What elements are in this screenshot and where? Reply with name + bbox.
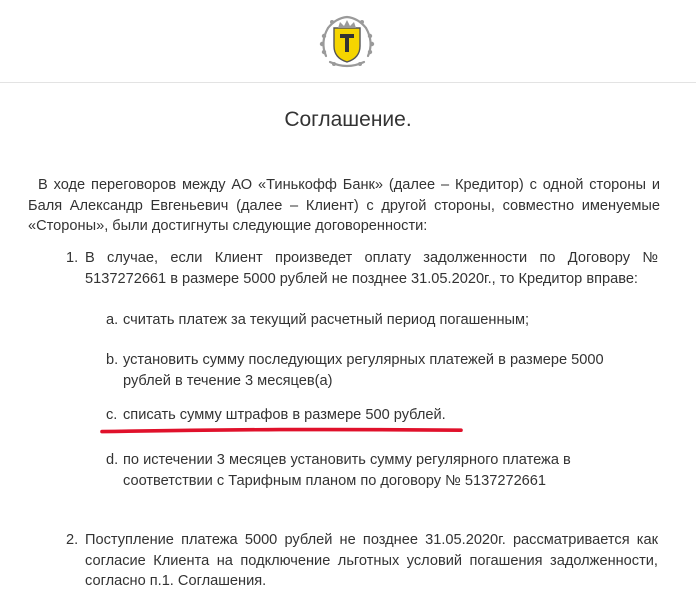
sub-list-item (106, 350, 646, 391)
list-item (66, 248, 658, 289)
sub-item-text: установить сумму последующих регулярных платежей в размере 5000 рублей в течение 3 месяцев(а) (123, 352, 604, 389)
sub-item-letter: c. (106, 407, 118, 423)
sub-list-item (106, 450, 646, 491)
sub-item-letter: b. (106, 352, 119, 368)
sub-list-item-highlighted (106, 405, 646, 426)
sub-item-letter: a. (106, 312, 119, 328)
sub-list-item (106, 310, 646, 331)
intro-paragraph: В ходе переговоров между АО «Тинькофф Банк» (далее – Кредитор) с одной стороны и Баля Александр Евгеньевич (далее – Клиент) с другой стороны, совместно именуемые «Стороны», были достигнуты следующие договоренности: (28, 177, 660, 234)
red-underline-stroke (100, 427, 464, 434)
list-item (66, 530, 658, 592)
item-text: В случае, если Клиент произведет оплату задолженности по Договору № 5137272661 в размере 5000 рублей не позднее 31.05.2020г., то Кредитор вправе: (85, 250, 658, 287)
item-number: 1. (66, 250, 79, 266)
sub-item-text: считать платеж за текущий расчетный период погашенным; (123, 312, 530, 328)
sub-item-text: по истечении 3 месяцев установить сумму регулярного платежа в соответствии с Тарифным планом по договору № 5137272661 (123, 452, 571, 489)
page-header (0, 0, 696, 83)
sub-item-letter: d. (106, 452, 119, 468)
tinkoff-shield-logo-icon (316, 12, 378, 72)
sub-item-text: списать сумму штрафов в размере 500 рублей. (123, 407, 446, 423)
page-title: Соглашение. (284, 108, 412, 131)
item-number: 2. (66, 532, 79, 548)
item-text: Поступление платежа 5000 рублей не позднее 31.05.2020г. рассматривается как согласие Клиента на подключение льготных условий погашения задолженности, согласно п.1. Соглашения. (85, 532, 658, 589)
